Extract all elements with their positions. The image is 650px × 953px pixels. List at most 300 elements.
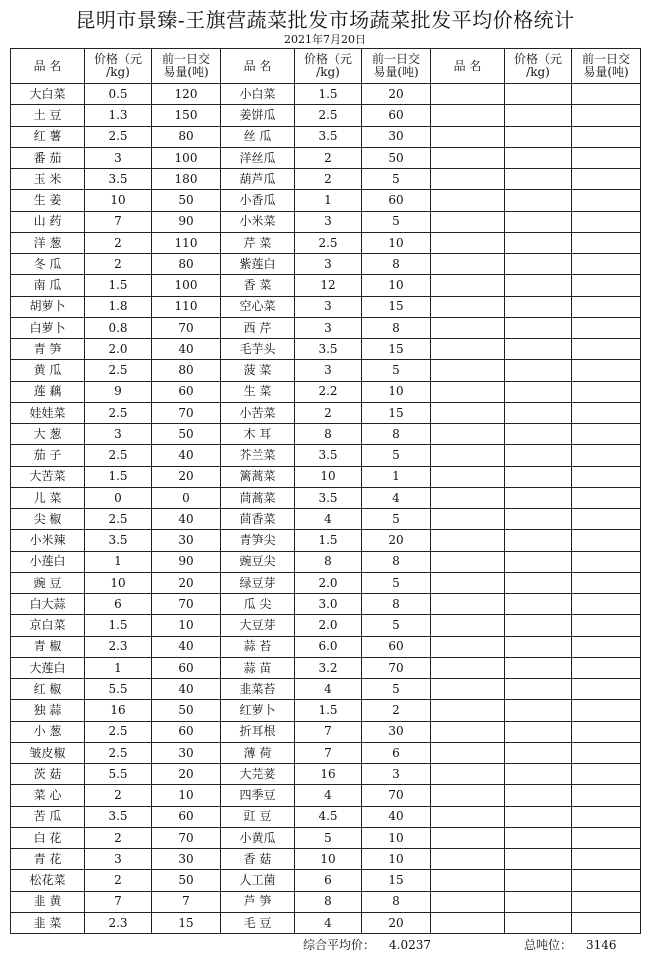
product-name: 茴香菜 — [221, 509, 295, 530]
volume-cell: 40 — [152, 445, 221, 466]
empty-cell — [431, 84, 505, 105]
empty-cell — [572, 827, 641, 848]
volume-cell: 30 — [152, 530, 221, 551]
product-name: 白大蒜 — [11, 594, 85, 615]
price-cell: 3 — [295, 360, 362, 381]
empty-cell — [572, 849, 641, 870]
empty-cell — [572, 296, 641, 317]
volume-cell: 40 — [152, 679, 221, 700]
volume-cell: 15 — [362, 402, 431, 423]
price-cell: 10 — [85, 572, 152, 593]
volume-cell: 7 — [152, 891, 221, 912]
empty-cell — [572, 891, 641, 912]
volume-cell: 5 — [362, 211, 431, 232]
price-cell: 3 — [295, 211, 362, 232]
price-cell: 3.5 — [295, 487, 362, 508]
header-volume: 前一日交 易量(吨) — [152, 49, 221, 84]
product-name: 大莲白 — [11, 657, 85, 678]
empty-cell — [505, 445, 572, 466]
volume-cell: 20 — [362, 530, 431, 551]
volume-cell: 15 — [362, 870, 431, 891]
product-name: 小苦菜 — [221, 402, 295, 423]
table-row — [11, 126, 641, 147]
volume-cell: 180 — [152, 169, 221, 190]
price-cell: 3.5 — [295, 126, 362, 147]
volume-cell: 40 — [152, 509, 221, 530]
empty-cell — [572, 679, 641, 700]
product-name: 芥兰菜 — [221, 445, 295, 466]
volume-cell: 6 — [362, 742, 431, 763]
empty-cell — [431, 764, 505, 785]
empty-cell — [431, 870, 505, 891]
total-tonnage-value: 3146 — [586, 938, 617, 952]
empty-cell — [572, 147, 641, 168]
product-name: 青 椒 — [11, 636, 85, 657]
empty-cell — [572, 105, 641, 126]
price-cell: 3.5 — [85, 530, 152, 551]
price-cell: 1 — [85, 551, 152, 572]
empty-cell — [505, 105, 572, 126]
empty-cell — [505, 254, 572, 275]
empty-cell — [572, 870, 641, 891]
product-name: 白 花 — [11, 827, 85, 848]
empty-cell — [572, 764, 641, 785]
volume-cell: 10 — [152, 785, 221, 806]
volume-cell: 30 — [362, 126, 431, 147]
price-cell: 3.0 — [295, 594, 362, 615]
empty-cell — [572, 84, 641, 105]
product-name: 大苦菜 — [11, 466, 85, 487]
table-row — [11, 424, 641, 445]
price-cell: 2 — [85, 827, 152, 848]
empty-cell — [431, 254, 505, 275]
price-cell: 2 — [295, 147, 362, 168]
product-name: 篱蒿菜 — [221, 466, 295, 487]
table-row — [11, 466, 641, 487]
header-price: 价格（元 /kg) — [505, 49, 572, 84]
volume-cell: 100 — [152, 147, 221, 168]
product-name: 青 笋 — [11, 339, 85, 360]
price-cell: 1.5 — [295, 700, 362, 721]
table-row — [11, 296, 641, 317]
table-row — [11, 615, 641, 636]
price-cell: 2.0 — [295, 615, 362, 636]
table-row — [11, 169, 641, 190]
product-name: 玉 米 — [11, 169, 85, 190]
empty-cell — [572, 126, 641, 147]
volume-cell: 20 — [362, 912, 431, 933]
product-name: 人工菌 — [221, 870, 295, 891]
empty-cell — [431, 721, 505, 742]
price-cell: 2.5 — [85, 742, 152, 763]
volume-cell: 50 — [152, 190, 221, 211]
empty-cell — [431, 424, 505, 445]
price-cell: 2.5 — [295, 232, 362, 253]
volume-cell: 20 — [152, 572, 221, 593]
volume-cell: 60 — [152, 721, 221, 742]
volume-cell: 8 — [362, 317, 431, 338]
empty-cell — [505, 275, 572, 296]
empty-cell — [505, 424, 572, 445]
table-row — [11, 360, 641, 381]
empty-cell — [505, 317, 572, 338]
price-cell: 1.5 — [85, 275, 152, 296]
table-row — [11, 912, 641, 933]
volume-cell: 10 — [362, 849, 431, 870]
price-cell: 5.5 — [85, 679, 152, 700]
table-row — [11, 679, 641, 700]
product-name: 韭 黄 — [11, 891, 85, 912]
product-name: 豌 豆 — [11, 572, 85, 593]
price-cell: 3.5 — [85, 806, 152, 827]
product-name: 生 姜 — [11, 190, 85, 211]
table-row — [11, 402, 641, 423]
volume-cell: 8 — [362, 424, 431, 445]
price-cell: 6 — [85, 594, 152, 615]
product-name: 小香瓜 — [221, 190, 295, 211]
header-name: 品 名 — [221, 49, 295, 84]
table-row — [11, 530, 641, 551]
volume-cell: 20 — [152, 466, 221, 487]
table-row — [11, 381, 641, 402]
volume-cell: 60 — [362, 636, 431, 657]
empty-cell — [505, 169, 572, 190]
product-name: 菜 心 — [11, 785, 85, 806]
product-name: 京白菜 — [11, 615, 85, 636]
empty-cell — [431, 849, 505, 870]
empty-cell — [431, 487, 505, 508]
table-row — [11, 785, 641, 806]
empty-cell — [572, 254, 641, 275]
empty-cell — [505, 509, 572, 530]
empty-cell — [431, 657, 505, 678]
product-name: 姜饼瓜 — [221, 105, 295, 126]
product-name: 芹 菜 — [221, 232, 295, 253]
table-row — [11, 742, 641, 763]
product-name: 青笋尖 — [221, 530, 295, 551]
product-name: 红 椒 — [11, 679, 85, 700]
product-name: 儿 菜 — [11, 487, 85, 508]
empty-cell — [431, 147, 505, 168]
product-name: 洋 葱 — [11, 232, 85, 253]
empty-cell — [505, 126, 572, 147]
product-name: 毛芋头 — [221, 339, 295, 360]
volume-cell: 80 — [152, 360, 221, 381]
empty-cell — [505, 891, 572, 912]
volume-cell: 60 — [362, 190, 431, 211]
empty-cell — [505, 402, 572, 423]
price-cell: 2.5 — [85, 402, 152, 423]
price-cell: 2.5 — [85, 445, 152, 466]
price-cell: 3 — [85, 424, 152, 445]
price-cell: 8 — [295, 551, 362, 572]
product-name: 小米菜 — [221, 211, 295, 232]
table-row — [11, 806, 641, 827]
product-name: 豌豆尖 — [221, 551, 295, 572]
volume-cell: 50 — [362, 147, 431, 168]
table-row — [11, 721, 641, 742]
price-cell: 2.5 — [295, 105, 362, 126]
volume-cell: 8 — [362, 594, 431, 615]
empty-cell — [431, 105, 505, 126]
volume-cell: 4 — [362, 487, 431, 508]
product-name: 皱皮椒 — [11, 742, 85, 763]
price-cell: 2 — [295, 169, 362, 190]
volume-cell: 30 — [152, 849, 221, 870]
price-cell: 6 — [295, 870, 362, 891]
product-name: 红 薯 — [11, 126, 85, 147]
empty-cell — [505, 870, 572, 891]
empty-cell — [431, 296, 505, 317]
volume-cell: 40 — [362, 806, 431, 827]
volume-cell: 8 — [362, 891, 431, 912]
volume-cell: 150 — [152, 105, 221, 126]
volume-cell: 60 — [362, 105, 431, 126]
empty-cell — [431, 317, 505, 338]
empty-cell — [505, 296, 572, 317]
empty-cell — [431, 402, 505, 423]
table-row — [11, 891, 641, 912]
total-tonnage — [524, 936, 617, 953]
price-cell: 1 — [295, 190, 362, 211]
product-name: 茼蒿菜 — [221, 487, 295, 508]
table-row — [11, 636, 641, 657]
empty-cell — [505, 84, 572, 105]
price-cell: 2.5 — [85, 721, 152, 742]
empty-cell — [572, 615, 641, 636]
average-price-value: 4.0237 — [389, 938, 432, 952]
empty-cell — [505, 487, 572, 508]
volume-cell: 60 — [152, 657, 221, 678]
table-row — [11, 509, 641, 530]
table-row — [11, 84, 641, 105]
volume-cell: 5 — [362, 509, 431, 530]
price-cell: 1.8 — [85, 296, 152, 317]
table-row — [11, 147, 641, 168]
empty-cell — [431, 742, 505, 763]
product-name: 西 芹 — [221, 317, 295, 338]
product-name: 独 蒜 — [11, 700, 85, 721]
empty-cell — [572, 445, 641, 466]
price-cell: 16 — [295, 764, 362, 785]
table-row — [11, 487, 641, 508]
empty-cell — [572, 700, 641, 721]
table-row — [11, 339, 641, 360]
empty-cell — [505, 827, 572, 848]
volume-cell: 90 — [152, 551, 221, 572]
price-cell: 12 — [295, 275, 362, 296]
volume-cell: 120 — [152, 84, 221, 105]
price-cell: 3 — [85, 849, 152, 870]
product-name: 紫莲白 — [221, 254, 295, 275]
product-name: 苦 瓜 — [11, 806, 85, 827]
price-cell: 2.3 — [85, 636, 152, 657]
volume-cell: 15 — [362, 296, 431, 317]
average-price-label: 综合平均价： — [303, 938, 376, 952]
total-tonnage-label: 总吨位： — [524, 938, 573, 952]
product-name: 木 耳 — [221, 424, 295, 445]
price-cell: 16 — [85, 700, 152, 721]
price-cell: 2.5 — [85, 509, 152, 530]
price-cell: 2.3 — [85, 912, 152, 933]
price-cell: 2.5 — [85, 360, 152, 381]
price-cell: 5.5 — [85, 764, 152, 785]
empty-cell — [572, 785, 641, 806]
price-cell: 4 — [295, 785, 362, 806]
price-cell: 1.5 — [295, 530, 362, 551]
product-name: 小莲白 — [11, 551, 85, 572]
product-name: 小 葱 — [11, 721, 85, 742]
empty-cell — [431, 700, 505, 721]
volume-cell: 5 — [362, 445, 431, 466]
empty-cell — [505, 551, 572, 572]
empty-cell — [572, 381, 641, 402]
empty-cell — [431, 636, 505, 657]
empty-cell — [431, 445, 505, 466]
product-name: 绿豆芽 — [221, 572, 295, 593]
price-cell: 4 — [295, 679, 362, 700]
volume-cell: 8 — [362, 254, 431, 275]
table-row — [11, 849, 641, 870]
empty-cell — [505, 381, 572, 402]
empty-cell — [572, 806, 641, 827]
volume-cell: 10 — [152, 615, 221, 636]
empty-cell — [572, 169, 641, 190]
volume-cell: 60 — [152, 806, 221, 827]
volume-cell: 20 — [152, 764, 221, 785]
product-name: 红萝卜 — [221, 700, 295, 721]
empty-cell — [572, 551, 641, 572]
product-name: 白萝卜 — [11, 317, 85, 338]
volume-cell: 80 — [152, 126, 221, 147]
empty-cell — [505, 147, 572, 168]
volume-cell: 8 — [362, 551, 431, 572]
empty-cell — [572, 317, 641, 338]
volume-cell: 50 — [152, 700, 221, 721]
empty-cell — [431, 572, 505, 593]
price-cell: 3 — [295, 296, 362, 317]
empty-cell — [572, 657, 641, 678]
product-name: 蒜 苗 — [221, 657, 295, 678]
table-row — [11, 254, 641, 275]
empty-cell — [505, 615, 572, 636]
price-cell: 6.0 — [295, 636, 362, 657]
product-name: 土 豆 — [11, 105, 85, 126]
empty-cell — [572, 275, 641, 296]
volume-cell: 30 — [362, 721, 431, 742]
volume-cell: 80 — [152, 254, 221, 275]
product-name: 小白菜 — [221, 84, 295, 105]
volume-cell: 70 — [362, 785, 431, 806]
product-name: 莲 藕 — [11, 381, 85, 402]
product-name: 生 菜 — [221, 381, 295, 402]
product-name: 南 瓜 — [11, 275, 85, 296]
empty-cell — [431, 594, 505, 615]
empty-cell — [572, 742, 641, 763]
empty-cell — [431, 509, 505, 530]
price-cell: 2 — [295, 402, 362, 423]
price-cell: 10 — [295, 466, 362, 487]
product-name: 薄 荷 — [221, 742, 295, 763]
price-cell: 7 — [295, 721, 362, 742]
volume-cell: 70 — [152, 317, 221, 338]
table-row — [11, 317, 641, 338]
empty-cell — [431, 551, 505, 572]
volume-cell: 5 — [362, 572, 431, 593]
empty-cell — [431, 169, 505, 190]
empty-cell — [572, 594, 641, 615]
volume-cell: 70 — [152, 594, 221, 615]
price-cell: 4 — [295, 912, 362, 933]
volume-cell: 10 — [362, 381, 431, 402]
header-volume: 前一日交 易量(吨) — [572, 49, 641, 84]
empty-cell — [431, 891, 505, 912]
product-name: 空心菜 — [221, 296, 295, 317]
table-row — [11, 572, 641, 593]
table-row — [11, 657, 641, 678]
empty-cell — [572, 466, 641, 487]
product-name: 胡萝卜 — [11, 296, 85, 317]
price-cell: 2.0 — [85, 339, 152, 360]
empty-cell — [505, 679, 572, 700]
price-cell: 3 — [295, 254, 362, 275]
price-cell: 9 — [85, 381, 152, 402]
product-name: 丝 瓜 — [221, 126, 295, 147]
header-name: 品 名 — [11, 49, 85, 84]
empty-cell — [505, 466, 572, 487]
empty-cell — [572, 509, 641, 530]
price-cell: 8 — [295, 891, 362, 912]
empty-cell — [431, 912, 505, 933]
product-name: 芦 笋 — [221, 891, 295, 912]
empty-cell — [505, 594, 572, 615]
empty-cell — [431, 615, 505, 636]
volume-cell: 110 — [152, 232, 221, 253]
empty-cell — [572, 487, 641, 508]
empty-cell — [505, 657, 572, 678]
empty-cell — [572, 211, 641, 232]
empty-cell — [431, 211, 505, 232]
price-cell: 0.8 — [85, 317, 152, 338]
table-row — [11, 764, 641, 785]
volume-cell: 60 — [152, 381, 221, 402]
product-name: 大白菜 — [11, 84, 85, 105]
table-row — [11, 827, 641, 848]
price-cell: 3.5 — [295, 445, 362, 466]
empty-cell — [572, 190, 641, 211]
empty-cell — [572, 360, 641, 381]
empty-cell — [572, 402, 641, 423]
product-name: 大豆芽 — [221, 615, 295, 636]
price-cell: 2 — [85, 785, 152, 806]
product-name: 小米辣 — [11, 530, 85, 551]
table-row — [11, 232, 641, 253]
volume-cell: 2 — [362, 700, 431, 721]
volume-cell: 90 — [152, 211, 221, 232]
volume-cell: 3 — [362, 764, 431, 785]
empty-cell — [431, 339, 505, 360]
price-cell: 7 — [85, 891, 152, 912]
price-cell: 3.2 — [295, 657, 362, 678]
volume-cell: 5 — [362, 615, 431, 636]
table-row — [11, 594, 641, 615]
price-cell: 10 — [295, 849, 362, 870]
empty-cell — [572, 912, 641, 933]
product-name: 山 药 — [11, 211, 85, 232]
empty-cell — [505, 721, 572, 742]
volume-cell: 15 — [362, 339, 431, 360]
table-row — [11, 211, 641, 232]
